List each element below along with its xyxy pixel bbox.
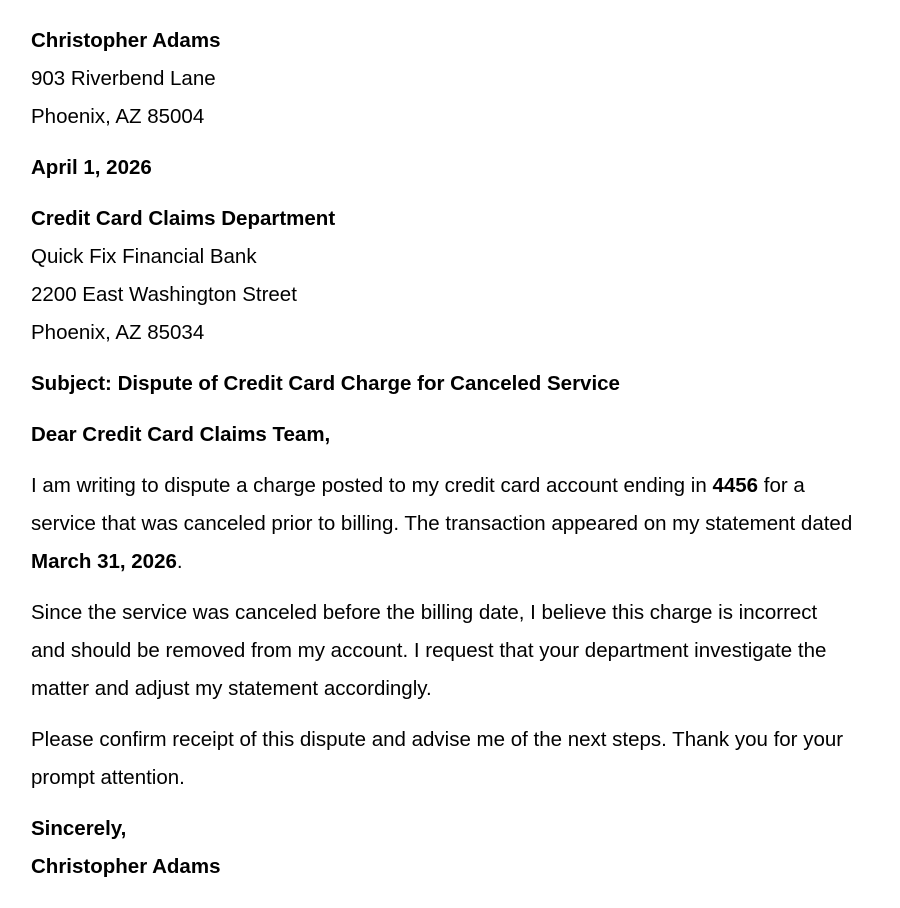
letter-body	[31, 22, 853, 886]
recipient-city-state-zip: Phoenix, AZ 85034	[31, 321, 205, 344]
sender-name: Christopher Adams	[31, 29, 221, 52]
recipient-organization: Quick Fix Financial Bank	[31, 245, 257, 268]
salutation: Dear Credit Card Claims Team,	[31, 423, 331, 446]
statement-date: March 31, 2026	[31, 550, 177, 573]
paragraph-1-part-2: for a service that was canceled prior to billing. The transaction appeared on my statement dated	[31, 474, 853, 535]
letter-date: April 1, 2026	[31, 156, 152, 179]
recipient-street: 2200 East Washington Street	[31, 283, 297, 306]
sender-street: 903 Riverbend Lane	[31, 67, 216, 90]
paragraph-1-part-3: .	[176, 550, 183, 573]
recipient-department: Credit Card Claims Department	[31, 207, 336, 230]
subject-line: Subject: Dispute of Credit Card Charge for Canceled Service	[31, 372, 620, 395]
valediction: Sincerely,	[31, 817, 127, 840]
paragraph-1-part-1: I am writing to dispute a charge posted to my credit card account ending in	[31, 474, 713, 497]
body-paragraph-3: Please confirm receipt of this dispute and advise me of the next steps. Thank you for your prompt attention.	[31, 728, 844, 789]
subject-block	[31, 365, 853, 403]
closing-block	[31, 810, 853, 886]
sender-city-state-zip: Phoenix, AZ 85004	[31, 105, 205, 128]
body-paragraph-1	[31, 467, 853, 581]
date-block	[31, 149, 853, 187]
sender-address-block	[31, 22, 853, 136]
body-paragraph-2: Since the service was canceled before the billing date, I believe this charge is incorrect and should be removed from my account. I request that your department investigate the matter and adjust my statement accordingly.	[31, 601, 827, 700]
account-last-four: 4456	[712, 474, 759, 497]
salutation-block	[31, 416, 853, 454]
recipient-address-block	[31, 200, 853, 352]
signature-name: Christopher Adams	[31, 855, 221, 878]
